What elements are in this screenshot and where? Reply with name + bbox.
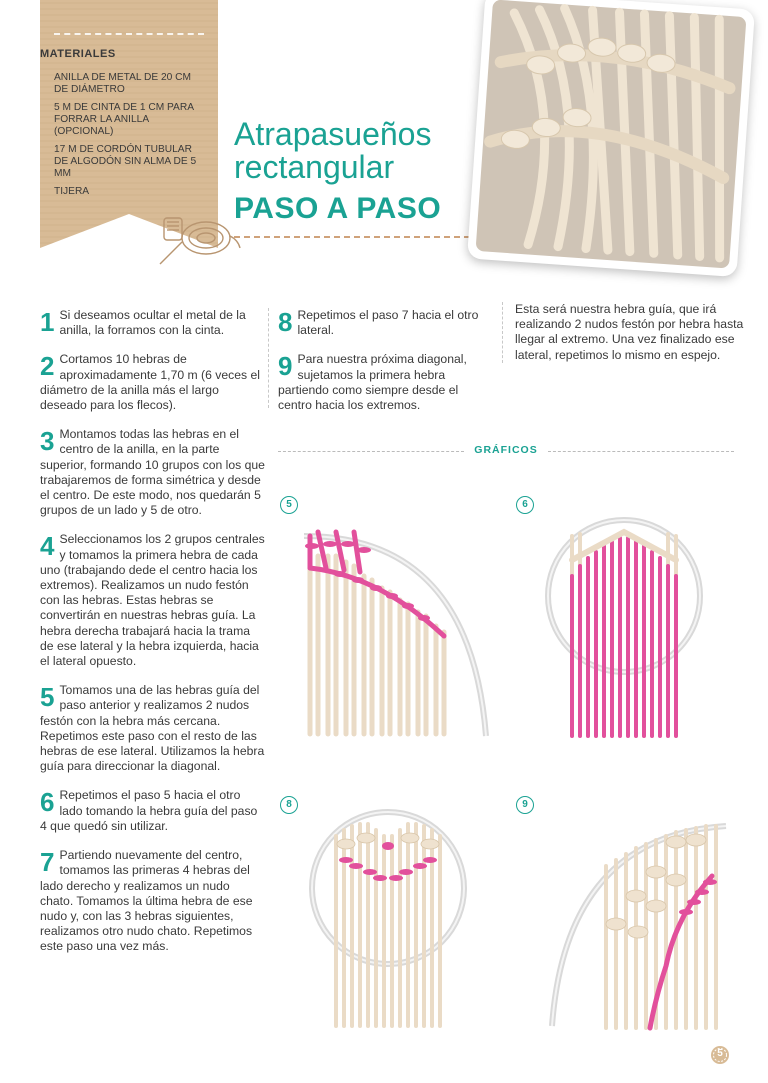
steps-column-3: [502, 302, 747, 363]
step-number: 3: [40, 426, 55, 457]
step-text: Partiendo nuevamente del centro, tomamos las primeras 4 hebras del lado derecho y realizamos un nudo chato. Tomamos la última hebra de ese nudo y, con las 3 hebras siguientes, realizamos otro nudo chato. Repetimos este paso una vez más.: [40, 848, 253, 954]
diagram-badge-9: 9: [516, 796, 534, 814]
step-8: [278, 308, 492, 338]
diagram-9-drawing: [516, 796, 736, 1036]
page-number-badge: [710, 1045, 730, 1065]
diagram-badge-6: 6: [516, 496, 534, 514]
step-number: 4: [40, 531, 55, 562]
page-number: 5: [717, 1048, 723, 1059]
material-item: 17 M DE CORDÓN TUBULAR DE ALGODÓN SIN ALMA DE 5 MM: [54, 144, 197, 179]
step-text: Cortamos 10 hebras de aproximadamente 1,70 m (6 veces el diámetro de la anilla más el largo deseado para los flecos).: [40, 352, 260, 413]
step-text: Tomamos una de las hebras guía del paso anterior y realizamos 2 nudos festón con la hebra más cercana. Repetimos este paso con el resto de las hebras de ese lateral. Utilizamos la hebra guía para direccionar la diagonal.: [40, 683, 265, 774]
macrame-photo-image: [467, 0, 755, 277]
material-item: 5 M DE CINTA DE 1 CM PARA FORRAR LA ANILLA (OPCIONAL): [54, 102, 194, 137]
diagram-5-drawing: [280, 496, 500, 756]
step-number: 8: [278, 307, 293, 337]
step-number: 1: [40, 307, 55, 337]
diagram-6-drawing: [516, 496, 736, 756]
graphics-label: GRÁFICOS: [474, 444, 538, 456]
material-item: ANILLA DE METAL DE 20 CM DE DIÁMETRO: [54, 72, 192, 95]
step-number: 5: [40, 682, 55, 713]
diagram-step-9: [516, 796, 736, 1036]
page-title: [234, 118, 431, 184]
banner-divider: [54, 33, 204, 35]
step-number: 6: [40, 787, 55, 818]
step-text: Montamos todas las hebras en el centro de la anilla, en la parte superior, formando 10 grupos con los que trabajaremos de forma simétrica y desde el centro. De este modo, nos quedarán 5 grupos de un lado y 5 de otro.: [40, 427, 265, 518]
diagram-step-6: [516, 496, 736, 756]
materials-list: [54, 72, 204, 204]
title-divider: [234, 236, 470, 238]
step-1: [40, 308, 266, 338]
steps-column-2: [278, 308, 492, 427]
continuation-text: Esta será nuestra hebra guía, que irá realizando 2 nudos festón por hebra hasta llegar al extremo. Una vez finalizado ese lateral, repetimos lo mismo en espejo.: [515, 302, 744, 362]
step-2: [40, 352, 266, 413]
step-number: 9: [278, 351, 293, 382]
step-text: Para nuestra próxima diagonal, sujetamos la primera hebra partiendo como siempre desde el centro hacia los extremos.: [278, 352, 467, 413]
step-4: [40, 532, 266, 669]
diagram-step-5: [280, 496, 500, 756]
step-9: [278, 352, 492, 413]
macrame-photo: [467, 0, 755, 277]
steps-column-1: [40, 308, 266, 969]
graphics-divider-right: [548, 451, 734, 452]
step-text: Repetimos el paso 5 hacia el otro lado tomando la hebra guía del paso 4 que quedó sin utilizar.: [40, 788, 258, 833]
step-7: [40, 848, 266, 954]
diagram-badge-5: 5: [280, 496, 298, 514]
step-text: Repetimos el paso 7 hacia el otro lateral.: [297, 308, 479, 338]
title-line-1: Atrapasueños: [234, 116, 432, 152]
step-number: 2: [40, 351, 55, 382]
yarn-scissors-icon: [150, 210, 242, 270]
diagram-badge-8: 8: [280, 796, 298, 814]
column-divider: [268, 308, 269, 408]
page-subtitle: PASO A PASO: [234, 192, 442, 225]
step-3: [40, 427, 266, 518]
title-line-2: rectangular: [234, 149, 395, 185]
step-text: Si deseamos ocultar el metal de la anilla, la forramos con la cinta.: [59, 308, 246, 338]
diagram-8-drawing: [280, 796, 500, 1036]
step-6: [40, 788, 266, 834]
materials-title: MATERIALES: [40, 48, 116, 60]
material-item: TIJERA: [54, 186, 90, 197]
diagram-step-8: [280, 796, 500, 1036]
step-number: 7: [40, 847, 55, 878]
step-5: [40, 683, 266, 774]
step-text: Seleccionamos los 2 grupos centrales y tomamos la primera hebra de cada uno (trabajando dede el centro hacia los extremos). Realizamos un nudo festón con las hebras. Estas hebras se convertirán en nuestras hebras guía. La hebra derecha trabajará hacia la trama de ese lateral y la hebra izquierda, hacia el lateral opuesto.: [40, 532, 265, 669]
